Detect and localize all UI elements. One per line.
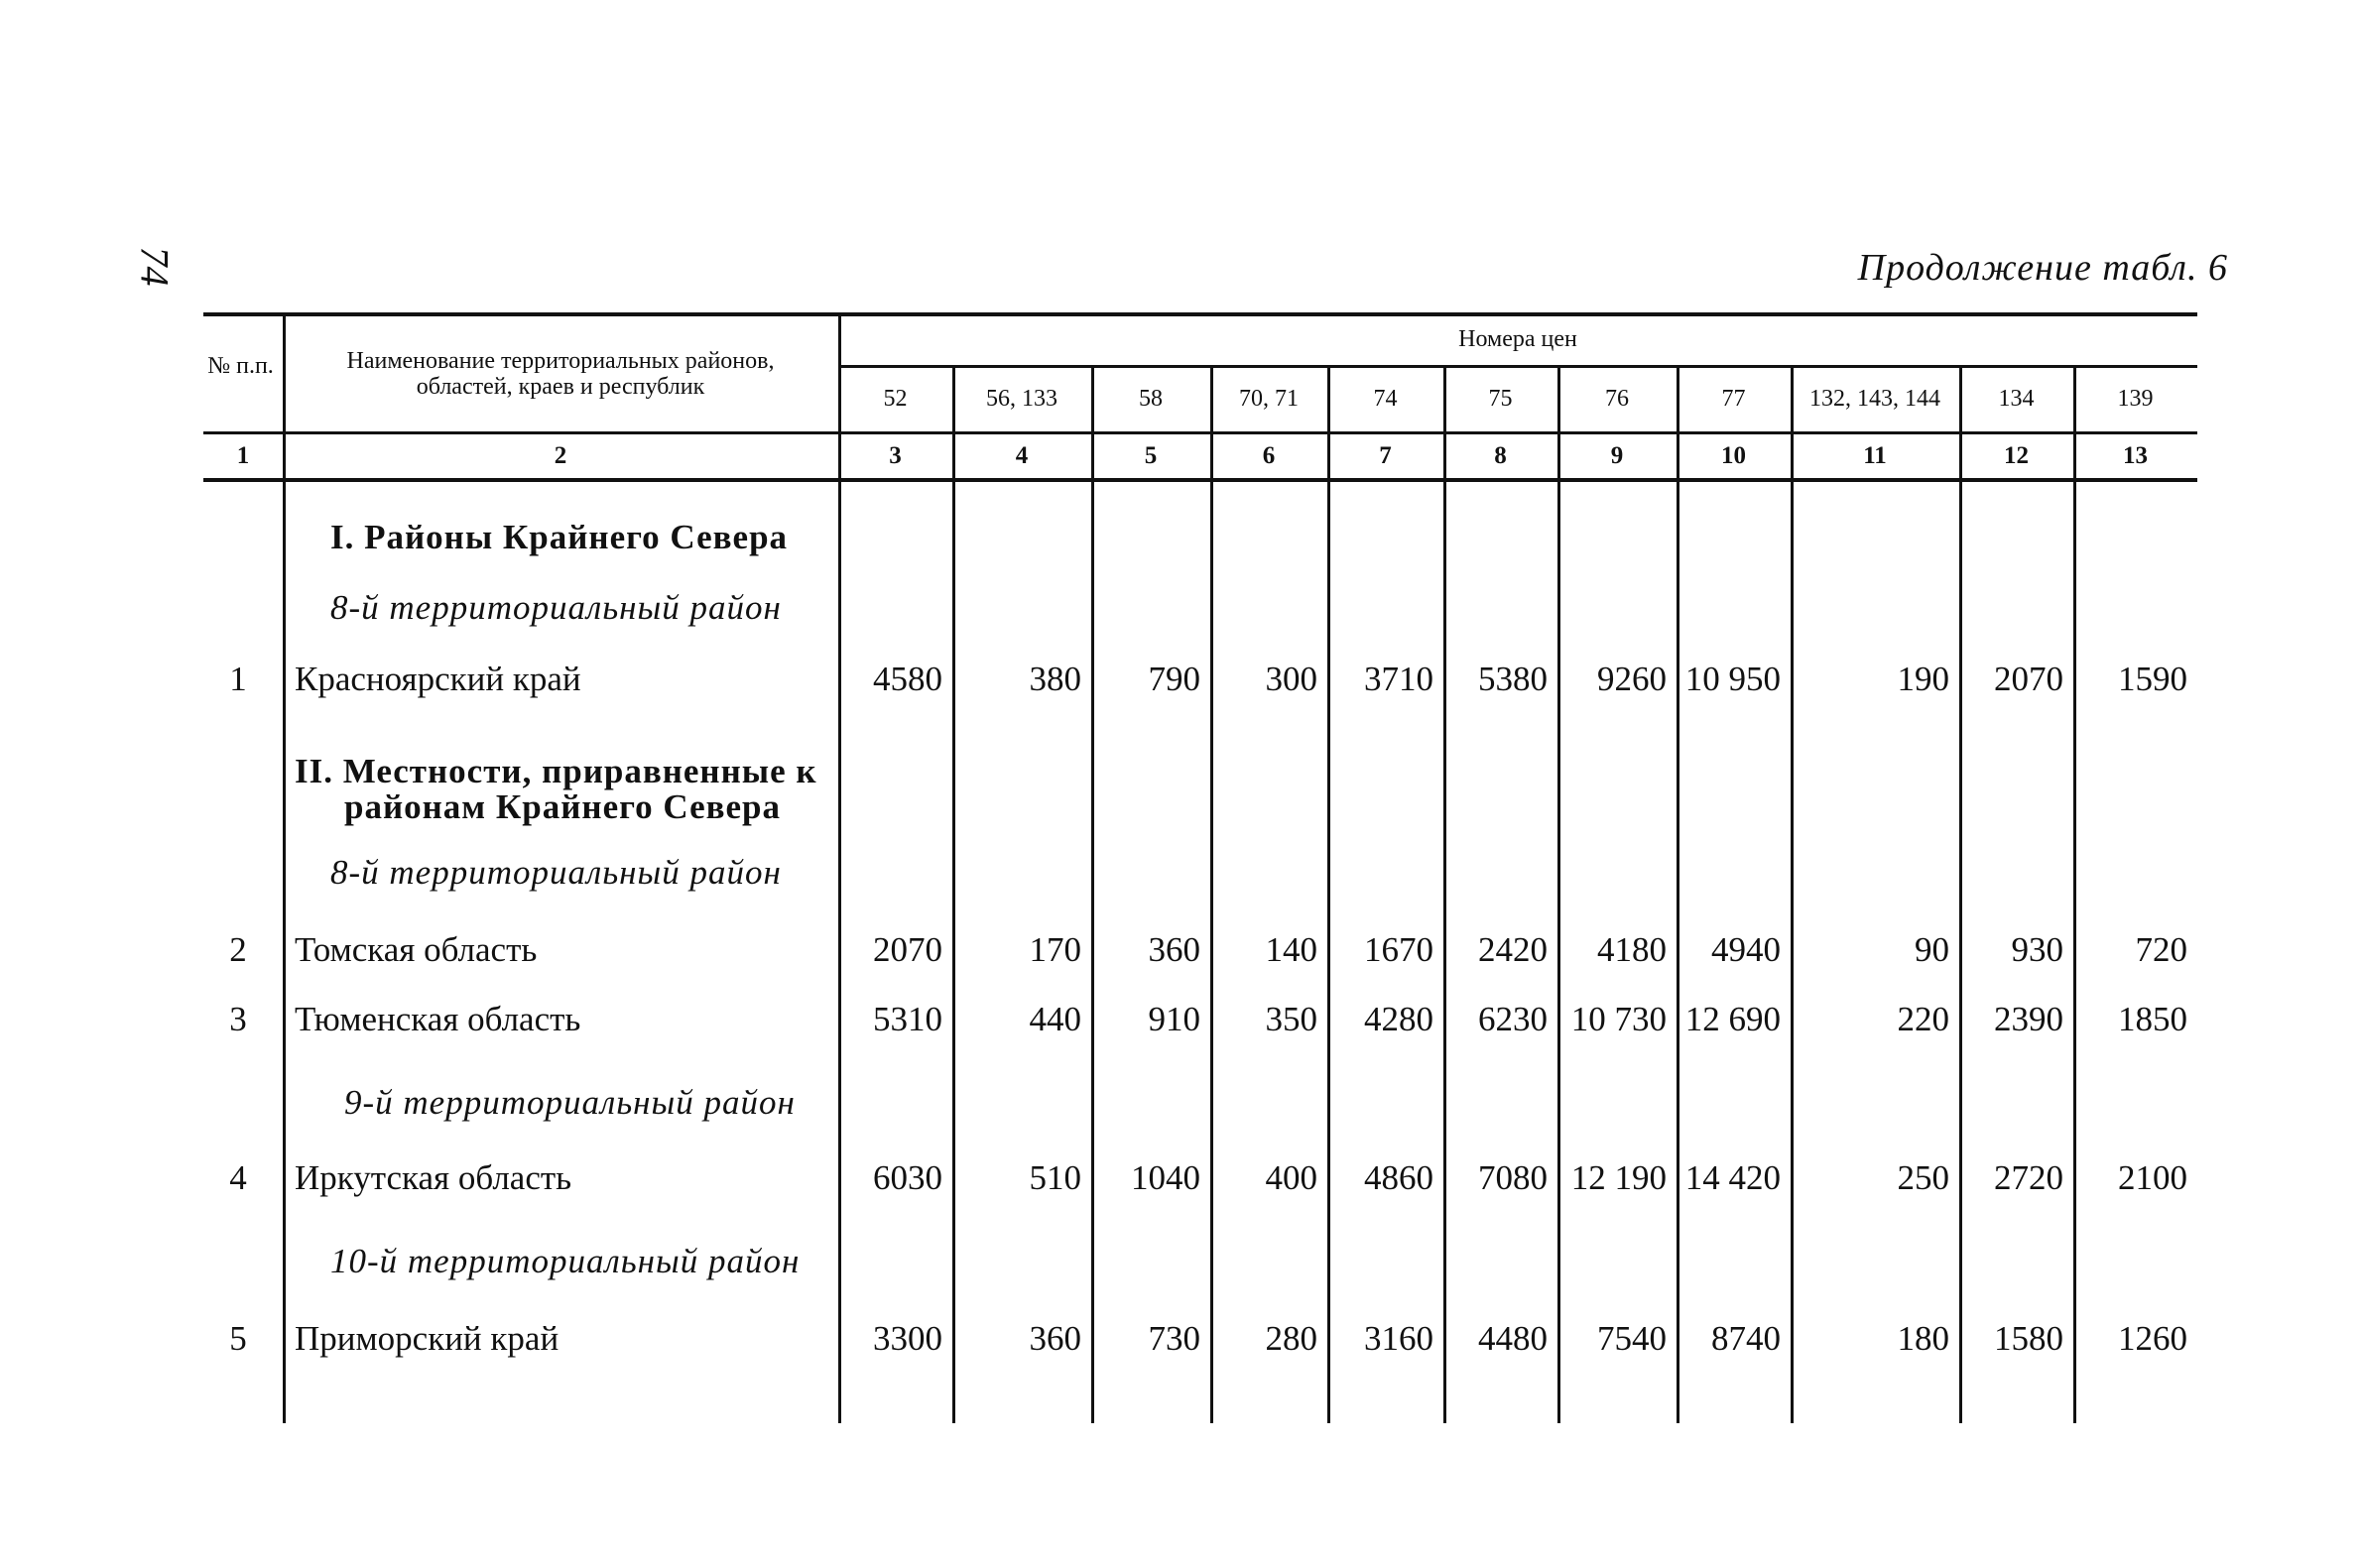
section-2-title-line2: районам Крайнего Севера <box>344 787 782 826</box>
section-2-subtitle-9: 9-й территориальный район <box>344 1083 796 1122</box>
column-divider <box>1210 367 1213 1423</box>
column-number: 3 <box>889 441 902 469</box>
price-value: 5310 <box>873 1000 942 1038</box>
price-value: 4940 <box>1711 930 1781 969</box>
header-price-col: 75 <box>1488 386 1513 413</box>
column-number: 7 <box>1379 441 1392 469</box>
price-value: 2070 <box>873 930 942 969</box>
price-value: 14 420 <box>1684 1158 1781 1197</box>
price-value: 2720 <box>1994 1158 2063 1197</box>
section-1-subtitle: 8-й территориальный район <box>330 588 782 627</box>
column-divider <box>1677 367 1679 1423</box>
row-name: Иркутская область <box>295 1158 572 1197</box>
price-value: 4180 <box>1597 930 1667 969</box>
row-number: 4 <box>229 1158 247 1197</box>
price-value: 1590 <box>2118 660 2187 698</box>
column-divider <box>1557 367 1560 1423</box>
price-value: 380 <box>1029 660 1081 698</box>
header-price-col: 58 <box>1139 386 1163 413</box>
price-value: 12 190 <box>1570 1158 1667 1197</box>
column-number: 9 <box>1610 441 1624 469</box>
row-number: 3 <box>229 1000 247 1038</box>
column-number: 1 <box>236 441 250 469</box>
price-value: 1580 <box>1994 1319 2063 1358</box>
price-value: 12 690 <box>1684 1000 1781 1038</box>
section-2-title-line1: II. Местности, приравненные к <box>295 752 817 790</box>
rule-prices-group <box>838 365 2197 368</box>
row-number: 5 <box>229 1319 247 1358</box>
column-number: 13 <box>2123 441 2148 469</box>
price-value: 220 <box>1897 1000 1949 1038</box>
price-value: 350 <box>1265 1000 1317 1038</box>
section-2-subtitle-10: 10-й территориальный район <box>330 1242 801 1280</box>
continuation-title: Продолжение табл. 6 <box>1857 247 2228 289</box>
price-value: 3160 <box>1364 1319 1433 1358</box>
price-value: 6030 <box>873 1158 942 1197</box>
price-value: 3300 <box>873 1319 942 1358</box>
price-value: 720 <box>2135 930 2187 969</box>
column-divider <box>1443 367 1446 1423</box>
column-number: 12 <box>2004 441 2029 469</box>
price-value: 190 <box>1897 660 1949 698</box>
price-value: 4860 <box>1364 1158 1433 1197</box>
column-divider <box>1791 367 1794 1423</box>
price-value: 2100 <box>2118 1158 2187 1197</box>
header-price-col: 70, 71 <box>1239 386 1299 413</box>
header-price-col: 74 <box>1373 386 1398 413</box>
column-number: 11 <box>1863 441 1887 469</box>
column-divider <box>952 367 955 1423</box>
price-value: 360 <box>1029 1319 1081 1358</box>
column-number: 4 <box>1015 441 1029 469</box>
price-value: 5380 <box>1478 660 1548 698</box>
header-price-col: 56, 133 <box>986 386 1057 413</box>
price-value: 300 <box>1265 660 1317 698</box>
rule-top <box>203 312 2197 316</box>
price-value: 510 <box>1029 1158 1081 1197</box>
row-name: Приморский край <box>295 1319 559 1358</box>
header-name: Наименование территориальных районов, областей, краев и республик <box>346 348 775 400</box>
price-value: 1040 <box>1131 1158 1200 1197</box>
price-value: 170 <box>1029 930 1081 969</box>
price-value: 4280 <box>1364 1000 1433 1038</box>
price-value: 1670 <box>1364 930 1433 969</box>
rule-colnum-bottom <box>203 478 2197 482</box>
price-value: 360 <box>1148 930 1200 969</box>
header-price-col: 139 <box>2117 386 2154 413</box>
price-value: 910 <box>1148 1000 1200 1038</box>
row-name: Томская область <box>295 930 538 969</box>
row-name: Красноярский край <box>295 660 581 698</box>
column-number: 6 <box>1262 441 1276 469</box>
column-divider <box>2073 367 2076 1423</box>
price-value: 140 <box>1265 930 1317 969</box>
page-number: 74 <box>132 246 178 287</box>
header-no: № п.п. <box>207 353 274 380</box>
section-1-title: I. Районы Крайнего Севера <box>330 518 789 556</box>
price-value: 1850 <box>2118 1000 2187 1038</box>
row-number: 1 <box>229 660 247 698</box>
price-value: 2070 <box>1994 660 2063 698</box>
price-value: 1260 <box>2118 1319 2187 1358</box>
price-value: 8740 <box>1711 1319 1781 1358</box>
price-value: 7080 <box>1478 1158 1548 1197</box>
price-value: 10 730 <box>1570 1000 1667 1038</box>
column-number: 10 <box>1721 441 1746 469</box>
row-number: 2 <box>229 930 247 969</box>
price-value: 4580 <box>873 660 942 698</box>
header-price-col: 132, 143, 144 <box>1809 386 1940 413</box>
column-divider <box>1959 367 1962 1423</box>
price-value: 90 <box>1915 930 1949 969</box>
column-number: 8 <box>1494 441 1507 469</box>
price-value: 9260 <box>1597 660 1667 698</box>
price-value: 180 <box>1897 1319 1949 1358</box>
column-divider <box>1327 367 1330 1423</box>
column-number: 5 <box>1144 441 1158 469</box>
price-table <box>203 307 2197 1423</box>
column-number: 2 <box>554 441 567 469</box>
header-price-col: 76 <box>1605 386 1629 413</box>
price-value: 4480 <box>1478 1319 1548 1358</box>
price-value: 250 <box>1897 1158 1949 1197</box>
price-value: 930 <box>2011 930 2063 969</box>
price-value: 10 950 <box>1684 660 1781 698</box>
price-value: 2420 <box>1478 930 1548 969</box>
price-value: 400 <box>1265 1158 1317 1197</box>
column-divider <box>283 312 286 1423</box>
price-value: 3710 <box>1364 660 1433 698</box>
header-price-col: 52 <box>883 386 908 413</box>
row-name: Тюменская область <box>295 1000 581 1038</box>
price-value: 2390 <box>1994 1000 2063 1038</box>
price-value: 7540 <box>1597 1319 1667 1358</box>
column-divider <box>1091 367 1094 1423</box>
price-value: 6230 <box>1478 1000 1548 1038</box>
price-value: 440 <box>1029 1000 1081 1038</box>
header-prices-group: Номера цен <box>1458 325 1577 352</box>
header-price-col: 134 <box>1998 386 2035 413</box>
column-divider <box>838 312 841 1423</box>
section-2-subtitle-8: 8-й территориальный район <box>330 853 782 892</box>
header-price-col: 77 <box>1721 386 1746 413</box>
price-value: 280 <box>1265 1319 1317 1358</box>
price-value: 790 <box>1148 660 1200 698</box>
price-value: 730 <box>1148 1319 1200 1358</box>
